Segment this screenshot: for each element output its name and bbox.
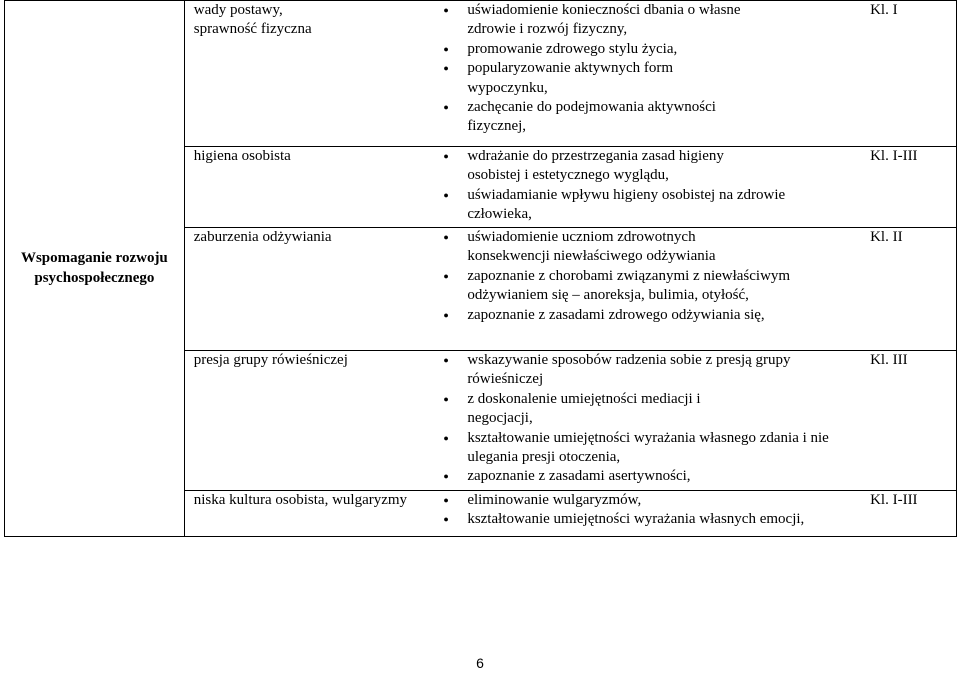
topic-cell	[184, 147, 437, 228]
list-item: ● wskazywanie sposobów radzenia sobie z presją grupy rówieśniczej	[443, 351, 827, 390]
task-list	[443, 147, 860, 225]
tasks-cell	[437, 491, 860, 537]
topic-label: presja grupy rówieśniczej	[193, 352, 348, 368]
class-label: Kl. II	[870, 229, 903, 245]
list-item: ● zapoznanie z chorobami związanymi z niewłaściwym odżywianiem się – anoreksja, bulimia, otyłość,	[443, 267, 797, 306]
topic-cell	[184, 1, 437, 147]
tasks-cell	[437, 351, 860, 491]
list-item: ● uświadomienie konieczności dbania o własne zdrowie i rozwój fizyczny,	[443, 1, 747, 40]
list-item: ● wdrażanie do przestrzegania zasad higieny osobistej i estetycznego wyglądu,	[443, 147, 777, 186]
tasks-cell	[437, 1, 860, 147]
class-cell	[860, 228, 956, 351]
class-label: Kl. III	[870, 352, 908, 368]
list-item: ● eliminowanie wulgaryzmów,	[443, 491, 860, 510]
topic-cell	[184, 228, 437, 351]
tasks-cell	[437, 147, 860, 228]
class-label: Kl. I-III	[870, 492, 918, 508]
topic-label: zaburzenia odżywiania	[193, 229, 332, 245]
list-item: ● kształtowanie umiejętności wyrażania własnych emocji,	[443, 510, 860, 529]
class-cell	[860, 491, 956, 537]
topic-label: wady postawy, sprawność fizyczna	[193, 2, 312, 38]
list-item: ● uświadomienie uczniom zdrowotnych konsekwencji niewłaściwego odżywiania	[443, 228, 767, 267]
list-item: ● zapoznanie z zasadami zdrowego odżywiania się,	[443, 306, 860, 325]
topic-label: niska kultura osobista, wulgaryzmy	[193, 492, 408, 508]
topic-label: higiena osobista	[193, 148, 291, 164]
class-cell	[860, 147, 956, 228]
task-list	[443, 491, 860, 530]
list-item: ● kształtowanie umiejętności wyrażania własnego zdania i nie ulegania presji otoczenia,	[443, 429, 862, 468]
class-cell	[860, 1, 956, 147]
task-list	[443, 1, 860, 137]
program-table-body	[5, 1, 957, 537]
page-number: 6	[476, 655, 484, 671]
list-item: ● zapoznanie z zasadami asertywności,	[443, 467, 860, 486]
area-label: Wspomaganie rozwoju psychospołecznego	[20, 250, 168, 286]
topic-cell	[184, 351, 437, 491]
list-item: ● popularyzowanie aktywnych form wypoczynku,	[443, 59, 727, 98]
list-item: ● zachęcanie do podejmowania aktywności fizycznej,	[443, 98, 757, 137]
topic-cell	[184, 491, 437, 537]
list-item: ● promowanie zdrowego stylu życia,	[443, 40, 860, 59]
list-item: ● z doskonalenie umiejętności mediacji i negocjacji,	[443, 390, 747, 429]
area-cell	[5, 1, 185, 537]
tasks-cell	[437, 228, 860, 351]
task-list	[443, 228, 860, 325]
program-table	[4, 0, 957, 537]
list-item: ● uświadamianie wpływu higieny osobistej na zdrowie człowieka,	[443, 186, 827, 225]
class-label: Kl. I-III	[870, 148, 918, 164]
task-list	[443, 351, 860, 487]
table-row	[5, 1, 957, 147]
class-cell	[860, 351, 956, 491]
class-label: Kl. I	[870, 2, 898, 18]
